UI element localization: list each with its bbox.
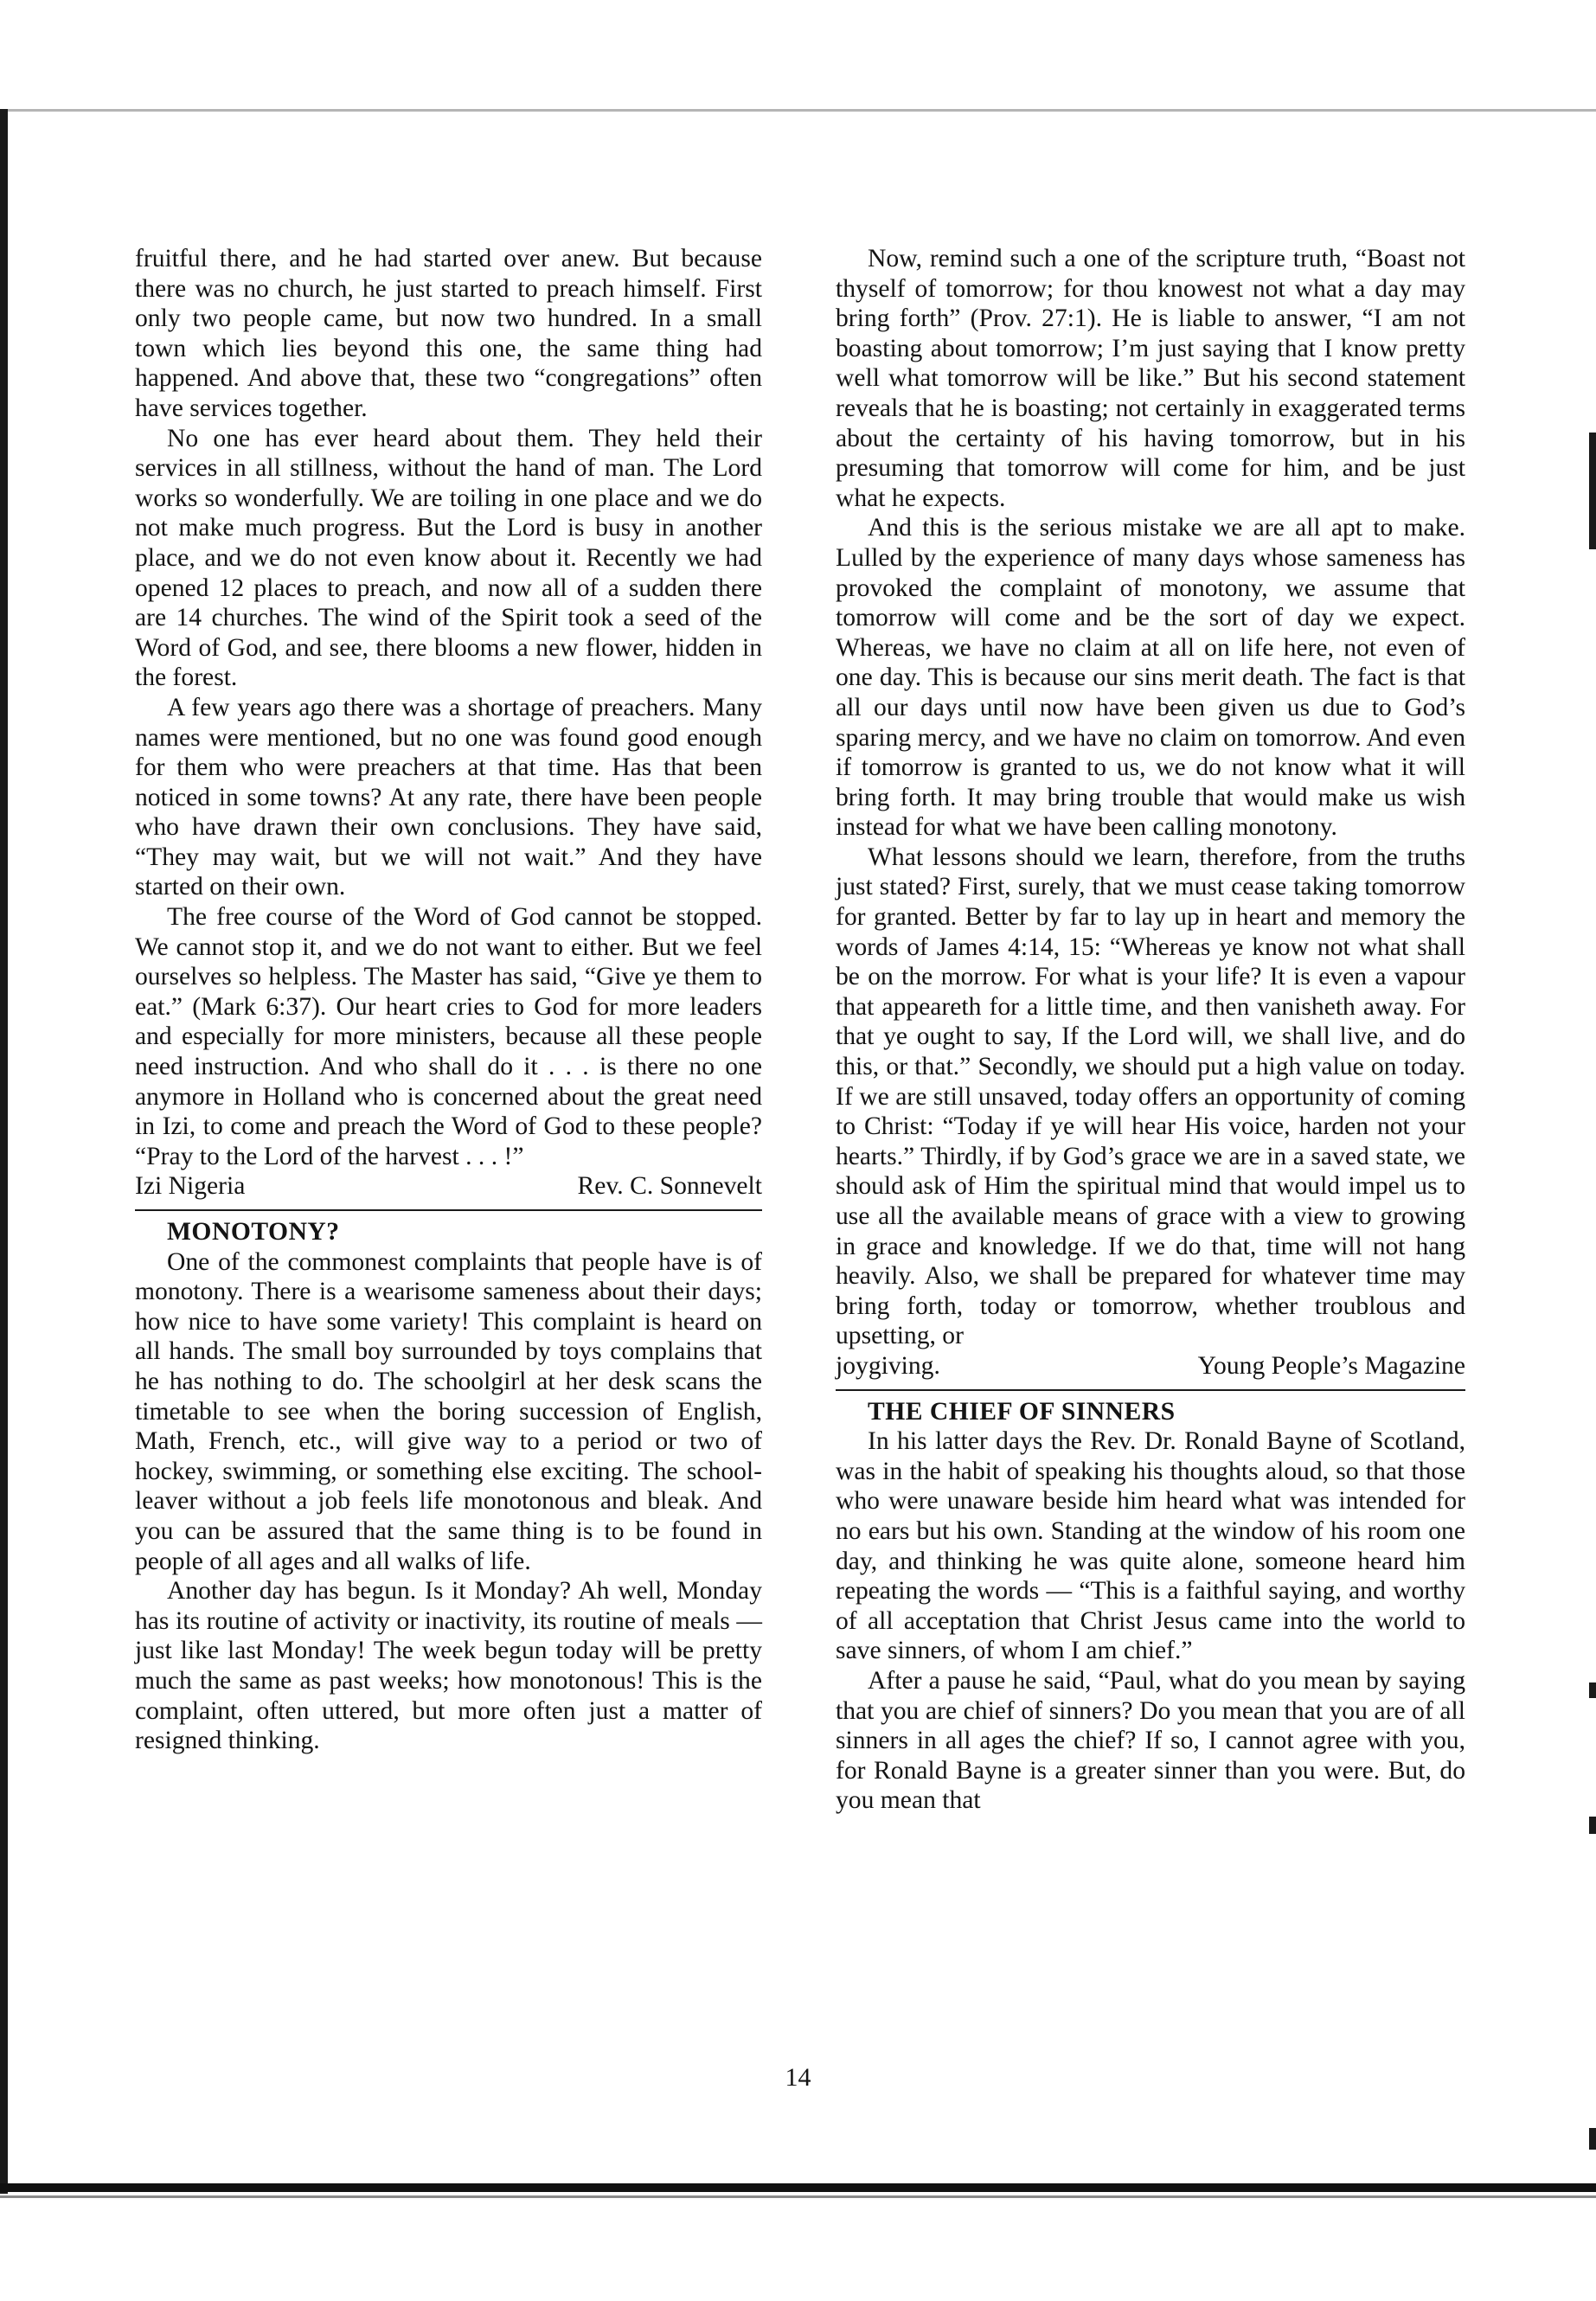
right-column xyxy=(836,244,1465,1816)
article-paragraph: fruitful there, and he had started over anew. But because there was no church, he just started to preach himself. First only two people came, but now two hundred. In a small town which lies beyond this one, the same thing had happened. And above that, these two “congregations” often have services together. xyxy=(135,245,762,422)
article-paragraph: The free course of the Word of God cannot be stopped. We cannot stop it, and we do not want to either. But we feel ourselves so helpless. The Master has said, “Give ye them to eat.” (Mark 6:37). Our heart cries to God for more leaders and especially for more ministers, because all these people need instruction. And who shall do it . . . is there no one anymore in Holland who is concerned about the great need in Izi, to come and preach the Word of God to these people? “Pray to the Lord of the harvest . . . !” xyxy=(135,903,762,1170)
chief-of-sinners-heading: THE CHIEF OF SINNERS xyxy=(868,1397,1176,1426)
article-paragraph: And this is the serious mistake we are all apt to make. Lulled by the experience of many days whose sameness has provoked the complaint of monotony, we assume that tomorrow will come and be the sort of day we expect. Whereas, we have no claim at all on life here, not even of one day. This is because our sins merit death. The fact is that all our days until now have been given us due to God’s sparing mercy, and we have no claim on tomorrow. And even if tomorrow is granted to us, we do not know what it will bring forth. It may bring trouble that would make us wish instead for what we have been calling monotony. xyxy=(836,514,1465,842)
scan-top-edge xyxy=(0,109,1596,112)
article-paragraph: What lessons should we learn, therefore, from the truths just stated? First, surely, that we must cease taking tomorrow for granted. Better by far to lay up in heart and memory the words of James 4:14, 15: “Whereas ye know not what shall be on the morrow. For what is your life? It is even a vapour that appeareth for a little time, and then vanisheth away. For that ye ought to say, If the Lord will, we shall live, and do this, or that.” Secondly, we should put a high value on today. If we are still unsaved, today offers an opportunity of coming to Christ: “Today if ye will hear His voice, harden not your hearts.” Thirdly, if by God’s grace we are in a saved state, we should ask of Him the spiritual mind that would impel us to use all the available means of grace with a view to growing in grace and knowledge. If we do that, time will not hang heavily. Also, we shall be prepared for whatever time may bring forth, today or tomorrow, whether troublous and upsetting, or xyxy=(836,843,1465,1350)
article-paragraph: A few years ago there was a shortage of preachers. Many names were mentioned, but no one was found good enough for them who were preachers at that time. Has that been noticed in some towns? At any rate, there have been people who have drawn their own conclusions. They have said, “They may wait, but we will not wait.” And they have started on their own. xyxy=(135,693,762,901)
signature-place: Izi Nigeria xyxy=(135,1172,246,1201)
section-divider xyxy=(135,1209,762,1211)
scan-right-edge-mark xyxy=(1589,433,1596,549)
article-signature xyxy=(135,1171,762,1202)
monotony-heading: MONOTONY? xyxy=(167,1218,340,1246)
scan-right-edge-mark xyxy=(1589,1817,1596,1834)
scan-left-edge xyxy=(0,109,8,2194)
article-paragraph: One of the commonest complaints that people have is of monotony. There is a wearisome sameness about their days; how nice to have some variety! This complaint is heard on all hands. The small boy surrounded by toys complains that he has nothing to do. The schoolgirl at her desk scans the timetable to see when the boring succession of English, Math, French, etc., will give way to a period or two of hockey, swimming, or something else exciting. The school-leaver without a job feels life monotonous and bleak. And you can be assured that the same thing is to be found in people of all ages and all walks of life. xyxy=(135,1247,762,1575)
article-paragraph: Another day has begun. Is it Monday? Ah well, Monday has its routine of activity or inactivity, its routine of meals — just like last Monday! The week begun today will be pretty much the same as past weeks; how monotonous! This is the complaint, often uttered, but more often just a matter of resigned thinking. xyxy=(135,1577,762,1755)
left-column xyxy=(135,244,762,1756)
article-paragraph: Now, remind such a one of the scripture truth, “Boast not thyself of tomorrow; for thou knowest not what a day may bring forth” (Prov. 27:1). He is liable to answer, “I am not boasting about tomorrow; I’m just saying that I know pretty well what tomorrow will be like.” But his second statement reveals that he is boasting; not certainly in exaggerated terms about the certainty of his having tomorrow, but in his presuming that tomorrow will come for him, and be just what he expects. xyxy=(836,245,1465,512)
article-source-line xyxy=(836,1351,1465,1381)
page-number: 14 xyxy=(785,2063,811,2092)
scan-bottom-edge-shadow xyxy=(0,2195,1596,2198)
scan-right-edge-mark xyxy=(1589,1682,1596,1698)
article-source: Young People’s Magazine xyxy=(1197,1351,1465,1380)
article-paragraph: After a pause he said, “Paul, what do you mean by saying that you are chief of sinners? Do you mean that you are of all sinners in all ages the chief? If so, I cannot agree with you, for Ronald Bayne is a greater sinner than you were. But, do you mean that xyxy=(836,1666,1465,1815)
signature-name: Rev. C. Sonnevelt xyxy=(577,1172,762,1201)
scan-right-edge-mark xyxy=(1589,2128,1596,2150)
article-paragraph: In his latter days the Rev. Dr. Ronald Bayne of Scotland, was in the habit of speaking his thoughts aloud, so that those who were unaware beside him heard what was intended for no ears but his own. Standing at the window of his room one day, and thinking he was quite alone, someone heard him repeating the words — “This is a faithful saying, and worthy of all acceptation that Christ Jesus came into the world to save sinners, of whom I am chief.” xyxy=(836,1427,1465,1665)
closing-word: joygiving. xyxy=(836,1351,940,1380)
section-divider xyxy=(836,1389,1465,1391)
article-paragraph: No one has ever heard about them. They held their services in all stillness, without the hand of man. The Lord works so wonderfully. We are toiling in one place and we do not make much progress. But the Lord is busy in another place, and we do not even know about it. Recently we had opened 12 places to preach, and now all of a sudden there are 14 churches. The wind of the Spirit took a seed of the Word of God, and see, there blooms a new flower, hidden in the forest. xyxy=(135,424,762,692)
scan-bottom-edge xyxy=(0,2183,1596,2192)
